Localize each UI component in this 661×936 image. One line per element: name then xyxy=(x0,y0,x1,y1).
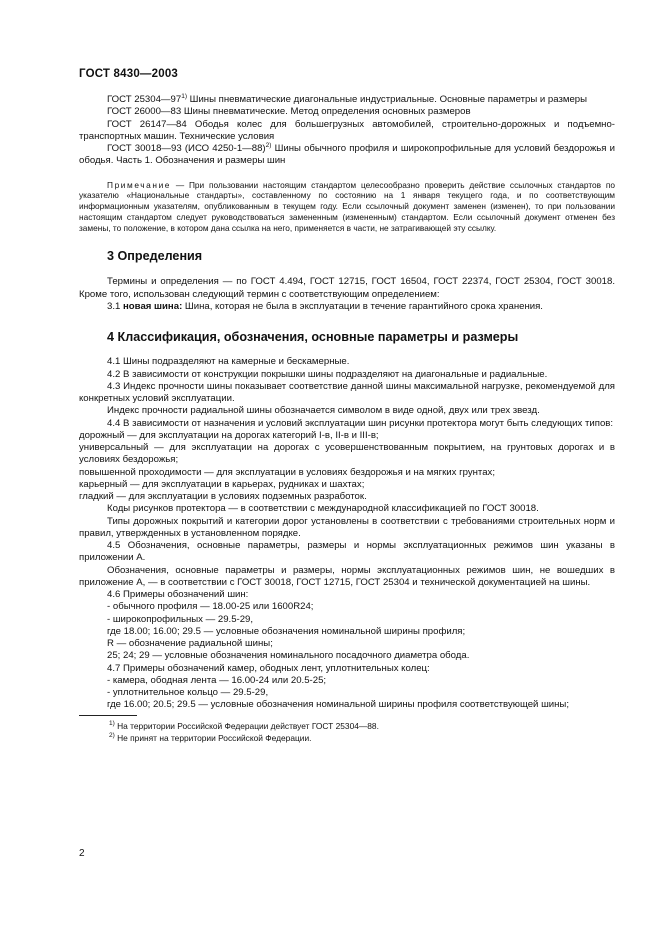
section-4-heading: 4 Классификация, обозначения, основные параметры и размеры xyxy=(107,330,519,345)
footnote-1: $^{1)}$ На территории Российской Федерации действует ГОСТ 25304—88. xyxy=(109,719,379,731)
page-number: 2 xyxy=(79,848,85,859)
section-3-intro: Термины и определения — по ГОСТ 4.494, ГОСТ 12715, ГОСТ 16504, ГОСТ 22374, ГОСТ 25304, ГОСТ 30018. Кроме того, использован следующий термин с соответствующим определением: xyxy=(79,276,615,300)
section-4-paragraph: - уплотнительное кольцо — 29.5-29, xyxy=(107,687,269,699)
section-4-paragraph: R — обозначение радиальной шины; xyxy=(107,638,273,650)
section-4-paragraph: 4.4 В зависимости от назначения и условий эксплуатации шин рисунки протектора могут быть следующих типов: xyxy=(107,417,614,429)
section-4-paragraph: Коды рисунков протектора — в соответствии с международной классификацией по ГОСТ 30018. xyxy=(107,503,539,515)
footnote-divider xyxy=(79,715,137,716)
section-4-paragraph: 25; 24; 29 — условные обозначения номинального посадочного диаметра обода. xyxy=(107,650,470,662)
section-4-paragraph: 4.3 Индекс прочности шины показывает соответствие данной шины максимальной нагрузке, рекомендуемой для конкретных условий эксплуатации. xyxy=(79,380,615,405)
section-4-paragraph: 4.5 Обозначения, основные параметры, размеры и нормы эксплуатационных режимов шин указаны в приложении А. xyxy=(79,540,615,564)
footnote-2: $^{2)}$ Не принят на территории Российской Федерации. xyxy=(109,732,312,743)
section-4-paragraph: где 16.00; 20.5; 29.5 — условные обозначения номинальной ширины профиля соответствующей шины; xyxy=(107,699,569,711)
reference-gost-25304: ГОСТ 25304—97$^{1)}$ Шины пневматические диагональные индустриальные. Основные параметры и размеры xyxy=(107,92,588,105)
reference-note: Примечание — При пользовании настоящим стандартом целесообразно проверить действие ссылочных стандартов по указателю «Национальные стандарты», составленному по состоянию на 1 января текущего года, и по соответствующим информационным указателям, опубликованным в текущем году. Если ссылочный документ заменен (изменен), то при пользовании настоящим стандартом следует руководствоваться замененным (измененным) стандартом. Если ссылочный документ отменен без замены, то положение, в котором дана ссылка на него, применяется в части, не затрагивающей эту ссылку. xyxy=(79,179,615,234)
section-4-paragraph: 4.7 Примеры обозначений камер, ободных лент, уплотнительных колец: xyxy=(107,662,430,674)
section-4-paragraph: 4.6 Примеры обозначений шин: xyxy=(107,589,249,601)
section-4-paragraph: универсальный — для эксплуатации на дорогах с усовершенствованным покрытием, на грунтовых дорогах и в условиях бездорожья; xyxy=(79,442,615,466)
section-4-paragraph: - широкопрофильных — 29.5-29, xyxy=(107,613,254,625)
section-4-paragraph: Типы дорожных покрытий и категории дорог установлены в соответствии с требованиями строительных норм и правил, утвержденных в установленном порядке. xyxy=(79,515,615,539)
term-name: новая шина: xyxy=(123,300,183,312)
section-4-paragraph: Индекс прочности радиальной шины обозначается символом в виде одной, двух или трех звезд. xyxy=(107,405,540,417)
section-4-paragraph: Обозначения, основные параметры и размеры, нормы эксплуатационных режимов шин, не вошедших в приложение А, — в соответствии с ГОСТ 30018, ГОСТ 12715, ГОСТ 25304 и технической документацией на шины. xyxy=(79,564,615,588)
section-4-paragraph: где 18.00; 16.00; 29.5 — условные обозначения номинальной ширины профиля; xyxy=(107,625,466,637)
section-4-paragraph: повышенной проходимости — для эксплуатации в условиях бездорожья и на мягких грунтах; xyxy=(79,466,496,478)
section-4-content xyxy=(79,356,615,711)
section-4-paragraph: - камера, ободная лента — 16.00-24 или 20.5-25; xyxy=(107,674,327,686)
section-4-paragraph: - обычного профиля — 18.00-25 или 1600R24; xyxy=(107,601,314,613)
section-4-paragraph: 4.2 В зависимости от конструкции покрышки шины подразделяют на диагональные и радиальные. xyxy=(107,368,548,380)
document-header: ГОСТ 8430—2003 xyxy=(79,68,179,80)
section-4-paragraph: дорожный — для эксплуатации на дорогах категорий I-в, II-в и III-в; xyxy=(79,429,379,441)
section-4-paragraph: 4.1 Шины подразделяют на камерные и бескамерные. xyxy=(107,356,350,368)
reference-gost-30018: ГОСТ 30018—93 (ИСО 4250-1—88)$^{2)}$ Шины обычного профиля и широкопрофильные для условий бездорожья и ободья. Часть 1. Обозначения и размеры шин xyxy=(79,141,615,167)
section-3-heading: 3 Определения xyxy=(107,249,203,264)
reference-gost-26147: ГОСТ 26147—84 Ободья колес для большегрузных автомобилей, строительно-дорожных и подъемно-транспортных машин. Технические условия xyxy=(79,118,615,142)
note-label: Примечание xyxy=(107,179,172,190)
term-new-tire: 3.1 новая шина: Шина, которая не была в эксплуатации в течение гарантийного срока хранения. xyxy=(107,300,543,312)
section-4-paragraph: гладкий — для эксплуатации в условиях подземных разработок. xyxy=(79,491,367,503)
reference-gost-26000: ГОСТ 26000—83 Шины пневматические. Метод определения основных размеров xyxy=(107,106,471,118)
document-body xyxy=(79,94,615,744)
section-4-paragraph: карьерный — для эксплуатации в карьерах, рудниках и шахтах; xyxy=(79,478,365,490)
